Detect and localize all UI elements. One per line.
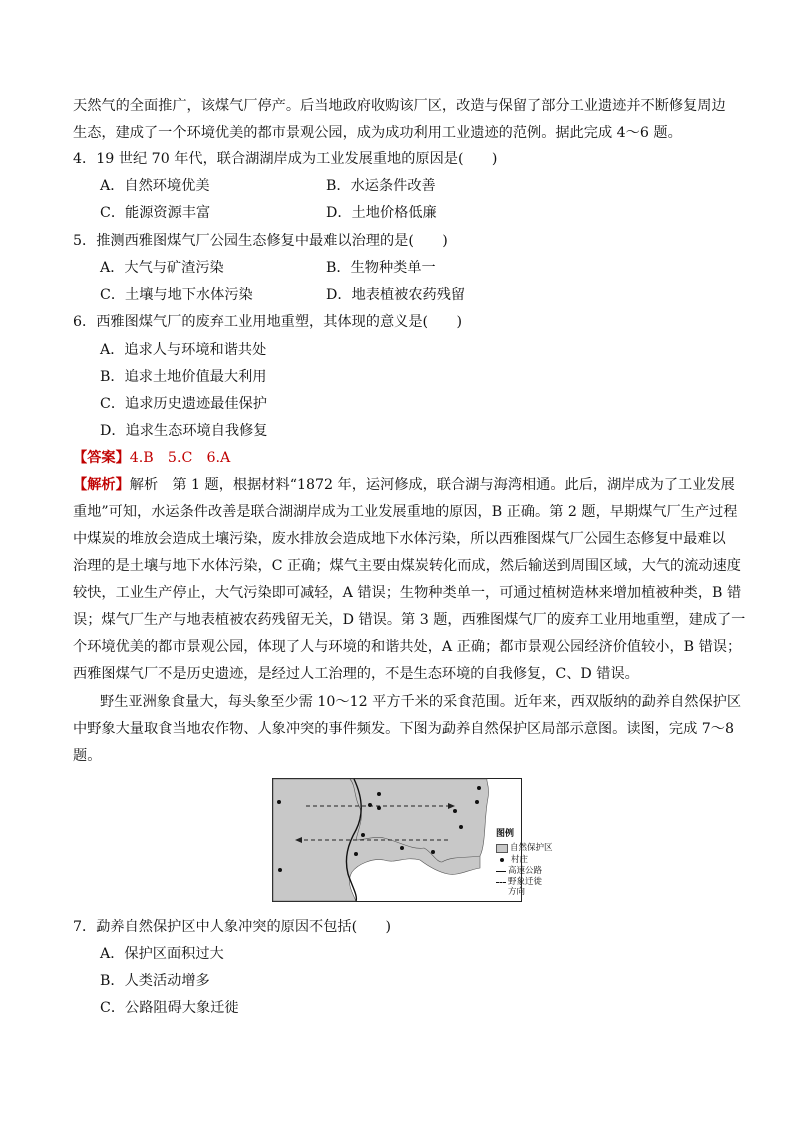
legend-reserve-swatch: [496, 844, 508, 853]
question-5-option-b: B．生物种类单一: [326, 260, 436, 276]
analysis-line-4: 治理的是土壤与地下水体污染，C 正确；煤气主要由煤炭转化而成，然后输送到周围区域，大气的流动速度: [73, 558, 741, 574]
passage-2-line-3: 题。: [73, 748, 102, 764]
analysis-label: 【解析】: [73, 477, 130, 493]
question-6-stem: 6．西雅图煤气厂的废弃工业用地重塑，其体现的意义是( ): [73, 314, 462, 330]
question-5-option-c: C．土壤与地下水体污染: [100, 287, 253, 303]
question-5-option-a: A．大气与矿渣污染: [100, 260, 224, 276]
legend-highway-line: [496, 871, 506, 872]
question-7-option-c: C．公路阻碍大象迁徙: [100, 1000, 239, 1016]
question-6-option-d: D．追求生态环境自我修复: [100, 423, 268, 439]
analysis-line-7: 个环境优美的都市景观公园，体现了人与环境的和谐共处，A 正确；都市景观公园经济价值较小，B 错误；: [73, 639, 742, 655]
legend-migration-row: [496, 877, 596, 887]
legend-village-label: 村庄: [511, 855, 529, 865]
question-6-option-a: A．追求人与环境和谐共处: [100, 342, 267, 358]
reserve-map-figure: [272, 778, 522, 902]
passage-2-line-2: 中野象大量取食当地农作物、人象冲突的事件频发。下图为勐养自然保护区局部示意图。读图，完成 7～8: [73, 721, 735, 737]
question-4-stem: 4．19 世纪 70 年代，联合湖湖岸成为工业发展重地的原因是( ): [73, 151, 498, 167]
legend-highway-label: 高速公路: [508, 866, 543, 876]
intro-line-1: 天然气的全面推广，该煤气厂停产。后当地政府收购该厂区，改造与保留了部分工业遗迹并不断修复周边: [73, 98, 726, 114]
question-4-option-a: A．自然环境优美: [100, 178, 210, 194]
map-legend: [496, 829, 596, 897]
question-7-option-b: B．人类活动增多: [100, 973, 210, 989]
question-4-option-d: D．土地价格低廉: [326, 205, 437, 221]
intro-line-2: 生态，建成了一个环境优美的都市景观公园，成为成功利用工业遗迹的范例。据此完成 4～6 题。: [73, 125, 682, 141]
legend-reserve-row: [496, 843, 596, 853]
answer-line: [73, 448, 733, 468]
legend-migration-label-1: 野象迁徙: [508, 877, 543, 887]
analysis-line-6: 误；煤气厂生产与地表植被农药残留无关，D 错误。第 3 题，西雅图煤气厂的废弃工业用地重塑，建成了一: [73, 612, 746, 628]
legend-reserve-label: 自然保护区: [510, 843, 553, 853]
legend-village-row: [496, 855, 596, 865]
question-4-option-b: B．水运条件改善: [326, 178, 436, 194]
analysis-line-8: 西雅图煤气厂不是历史遗迹，是经过人工治理的，不是生态环境的自我修复，C、D 错误。: [73, 666, 639, 682]
legend-title: 图例: [496, 829, 515, 839]
answer-label: 【答案】: [73, 450, 130, 466]
answer-text: 4.B 5.C 6.A: [129, 450, 231, 466]
analysis-text-1: 解析 第 1 题，根据材料“1872 年，运河修成，联合湖与海湾相通。此后，湖岸成为了工业发展: [129, 477, 735, 493]
question-4-option-c: C．能源资源丰富: [100, 205, 211, 221]
legend-migration-arrow: [496, 882, 506, 883]
analysis-line-1: [73, 475, 733, 495]
question-7-stem: 7．勐养自然保护区中人象冲突的原因不包括( ): [73, 919, 392, 935]
analysis-line-2: 重地”可知，水运条件改善是联合湖湖岸成为工业发展重地的原因，B 正确。第 2 题，早期煤气厂生产过程: [73, 504, 738, 520]
question-5-option-d: D．地表植被农药残留: [326, 287, 466, 303]
analysis-line-5: 较快，工业生产停止，大气污染即可减轻，A 错误；生物种类单一，可通过植树造林来增加植被种类，B 错: [73, 585, 742, 601]
legend-village-dot: [500, 858, 504, 862]
question-7-option-a: A．保护区面积过大: [100, 946, 224, 962]
question-6-option-b: B．追求土地价值最大利用: [100, 369, 267, 385]
question-6-option-c: C．追求历史遗迹最佳保护: [100, 396, 267, 412]
question-5-stem: 5．推测西雅图煤气厂公园生态修复中最难以治理的是( ): [73, 233, 448, 249]
legend-highway-row: [496, 866, 596, 876]
legend-migration-label-2: 方向: [508, 887, 526, 897]
passage-2-line-1: 野生亚洲象食量大，每头象至少需 10～12 平方千米的采食范围。近年来，西双版纳的勐养自然保护区: [100, 694, 742, 710]
analysis-line-3: 中煤炭的堆放会造成土壤污染，废水排放会造成地下水体污染，所以西雅图煤气厂公园生态修复中最难以: [73, 531, 726, 547]
